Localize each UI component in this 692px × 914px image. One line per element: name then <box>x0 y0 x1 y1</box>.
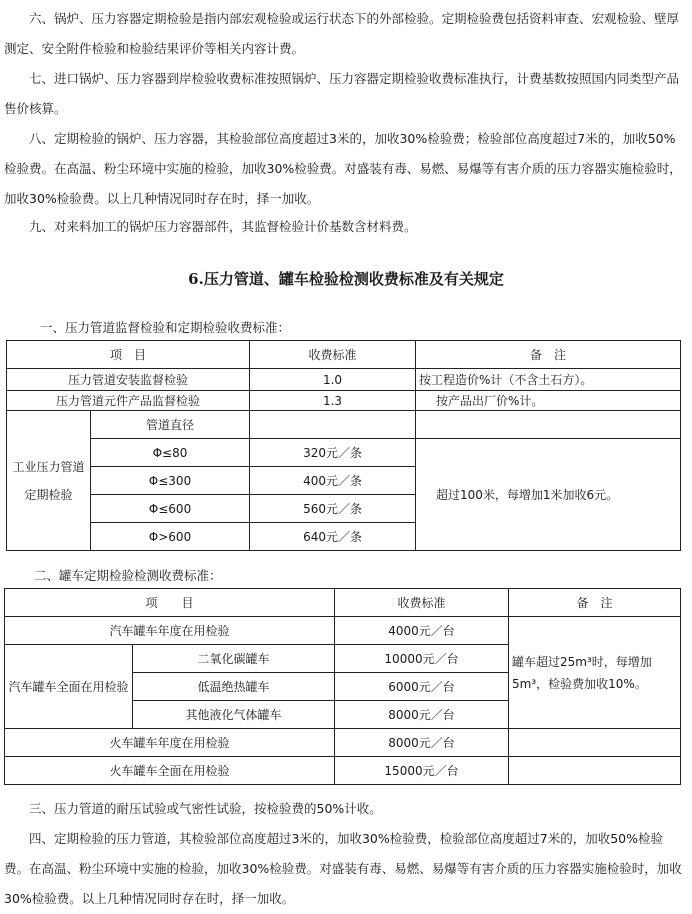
row-item: 其他液化气体罐车 <box>133 701 335 729</box>
table-row <box>5 729 681 757</box>
header-fee: 收费标准 <box>335 589 509 617</box>
diameter-value: Φ>600 <box>91 523 250 551</box>
table-row <box>7 391 681 411</box>
diameter-value: Φ≤300 <box>91 467 250 495</box>
group-label: 工业压力管道定期检验 <box>7 411 91 551</box>
diameter-fee: 400元／条 <box>250 467 416 495</box>
row-item: 汽车罐车年度在用检验 <box>5 617 335 645</box>
table-row <box>7 369 681 391</box>
row-fee: 6000元／台 <box>335 673 509 701</box>
diameter-fee: 560元／条 <box>250 495 416 523</box>
row-item: 二氧化碳罐车 <box>133 645 335 673</box>
header-note: 备 注 <box>416 341 681 369</box>
header-fee: 收费标准 <box>250 341 416 369</box>
table-row <box>5 757 681 785</box>
row-note: 按工程造价%计（不含土石方）。 <box>416 369 681 391</box>
tanker-fee-table <box>4 588 681 785</box>
paragraph-3: 三、压力管道的耐压试验或气密性试验，按检验费的50%计收。 <box>29 801 382 816</box>
table1-subhead: 一、压力管道监督检验和定期检验收费标准： <box>40 320 291 335</box>
tanker-note: 罐车超过25m³时，每增加5m³，检验费加收10%。 <box>509 617 681 729</box>
header-item: 项 目 <box>5 589 335 617</box>
row-item: 压力管道安装监督检验 <box>7 369 250 391</box>
row-fee: 10000元／台 <box>335 645 509 673</box>
pipeline-fee-table <box>6 340 681 551</box>
row-item: 压力管道元件产品监督检验 <box>7 391 250 411</box>
diameter-value: Φ≤80 <box>91 439 250 467</box>
row-note: 按产品出厂价%计。 <box>416 391 681 411</box>
row-fee: 8000元／台 <box>335 701 509 729</box>
table-header-row <box>5 589 681 617</box>
row-fee: 8000元／台 <box>335 729 509 757</box>
group-note: 超过100米，每增加1米加收6元。 <box>416 439 681 551</box>
diameter-fee: 640元／条 <box>250 523 416 551</box>
row-fee: 15000元／台 <box>335 757 509 785</box>
diameter-header: 管道直径 <box>91 411 250 439</box>
paragraph-4: 四、定期检验的压力管道，其检验部位高度超过3米的，加收30%检验费，检验部位高度超过7米的，加收50%检验费。在高温、粉尘环境中实施的检验，加收30%检验费。对盛装有毒、易燃、易爆等有害介质的压力容器实施检验时，加收30%检验费。以上几种情况同时存在时，择一加收。 <box>4 831 682 906</box>
diameter-fee: 320元／条 <box>250 439 416 467</box>
row-item: 火车罐车全面在用检验 <box>5 757 335 785</box>
header-note: 备 注 <box>509 589 681 617</box>
empty-cell <box>250 411 416 439</box>
empty-cell <box>416 411 681 439</box>
row-fee: 1.3 <box>250 391 416 411</box>
row-item: 低温绝热罐车 <box>133 673 335 701</box>
paragraph-9: 九、对来料加工的锅炉压力容器部件，其监督检验计价基数含材料费。 <box>29 219 417 234</box>
table-row <box>7 411 681 439</box>
header-item: 项 目 <box>7 341 250 369</box>
paragraph-6: 六、锅炉、压力容器定期检验是指内部宏观检验或运行状态下的外部检验。定期检验费包括资料审查、宏观检验、壁厚测定、安全附件检验和检验结果评价等相关内容计费。 <box>4 11 680 56</box>
row-item: 火车罐车年度在用检验 <box>5 729 335 757</box>
empty-cell <box>509 757 681 785</box>
table-row <box>7 439 681 467</box>
table-header-row <box>7 341 681 369</box>
group-label: 汽车罐车全面在用检验 <box>5 645 133 729</box>
diameter-value: Φ≤600 <box>91 495 250 523</box>
table2-subhead: 二、罐车定期检验检测收费标准： <box>34 568 222 583</box>
section-title: 6.压力管道、罐车检验检测收费标准及有关规定 <box>188 270 504 288</box>
paragraph-7: 七、进口锅炉、压力容器到岸检验收费标准按照锅炉、压力容器定期检验收费标准执行，计费基数按照国内同类型产品售价核算。 <box>4 71 680 116</box>
table-row <box>5 617 681 645</box>
empty-cell <box>509 729 681 757</box>
row-fee: 1.0 <box>250 369 416 391</box>
paragraph-8: 八、定期检验的锅炉、压力容器，其检验部位高度超过3米的，加收30%检验费；检验部位高度超过7米的，加收50%检验费。在高温、粉尘环境中实施的检验，加收30%检验费。对盛装有毒、易燃、易爆等有害介质的压力容器实施检验时，加收30%检验费。以上几种情况同时存在时，择一加收。 <box>4 131 682 206</box>
row-fee: 4000元／台 <box>335 617 509 645</box>
